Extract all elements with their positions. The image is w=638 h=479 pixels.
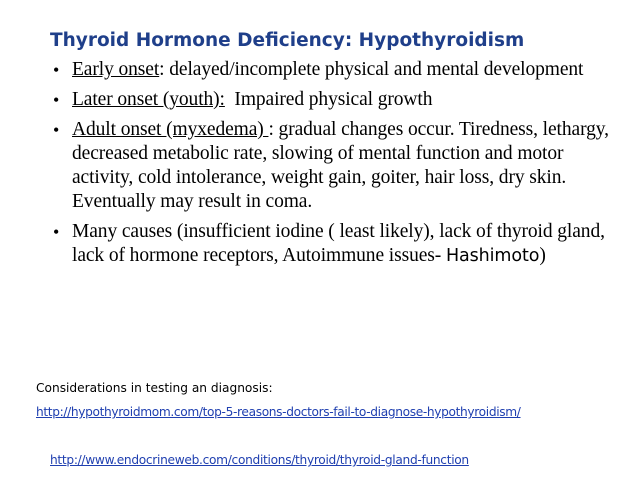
bullet-lead: Early onset xyxy=(72,59,160,80)
bullet-later-onset xyxy=(0,88,620,112)
bullet-dot-icon: • xyxy=(53,60,60,80)
diagnosis-note: Considerations in testing an diagnosis: xyxy=(36,381,273,395)
bullet-dot-icon: • xyxy=(53,222,60,242)
bullet-tail: ) xyxy=(539,245,546,266)
bullet-lead: Adult onset (myxedema) xyxy=(72,119,269,140)
bullet-text: : gradual changes occur. Tiredness, lethargy, decreased metabolic rate, slowing of mental function and motor activity, cold intolerance, weight gain, goiter, hair loss, dry skin. Eventually may result in coma. xyxy=(72,119,609,212)
bullet-lead: Later onset (youth): xyxy=(72,89,225,110)
bullet-early-onset xyxy=(0,58,620,82)
bullet-adult-onset xyxy=(0,118,620,214)
bullet-dot-icon: • xyxy=(53,120,60,140)
bullet-text: : delayed/incomplete physical and mental development xyxy=(159,59,584,80)
bullet-dot-icon: • xyxy=(53,90,60,110)
bullet-list xyxy=(0,58,620,274)
slide-title: Thyroid Hormone Deficiency: Hypothyroidism xyxy=(50,30,525,51)
bullet-causes xyxy=(0,220,620,268)
endocrineweb-link[interactable]: http://www.endocrineweb.com/conditions/thyroid/thyroid-gland-function xyxy=(50,453,469,467)
bullet-lead: Many causes (insufficient iodine ( least likely), lack of thyroid gland, lack of hormone receptors, Autoimmune issues- xyxy=(72,221,605,266)
bullet-emphasis: Hashimoto xyxy=(445,246,540,266)
hypothyroidmom-link[interactable]: http://hypothyroidmom.com/top-5-reasons-doctors-fail-to-diagnose-hypothyroidism/ xyxy=(36,405,521,419)
bullet-text: Impaired physical growth xyxy=(224,89,433,110)
